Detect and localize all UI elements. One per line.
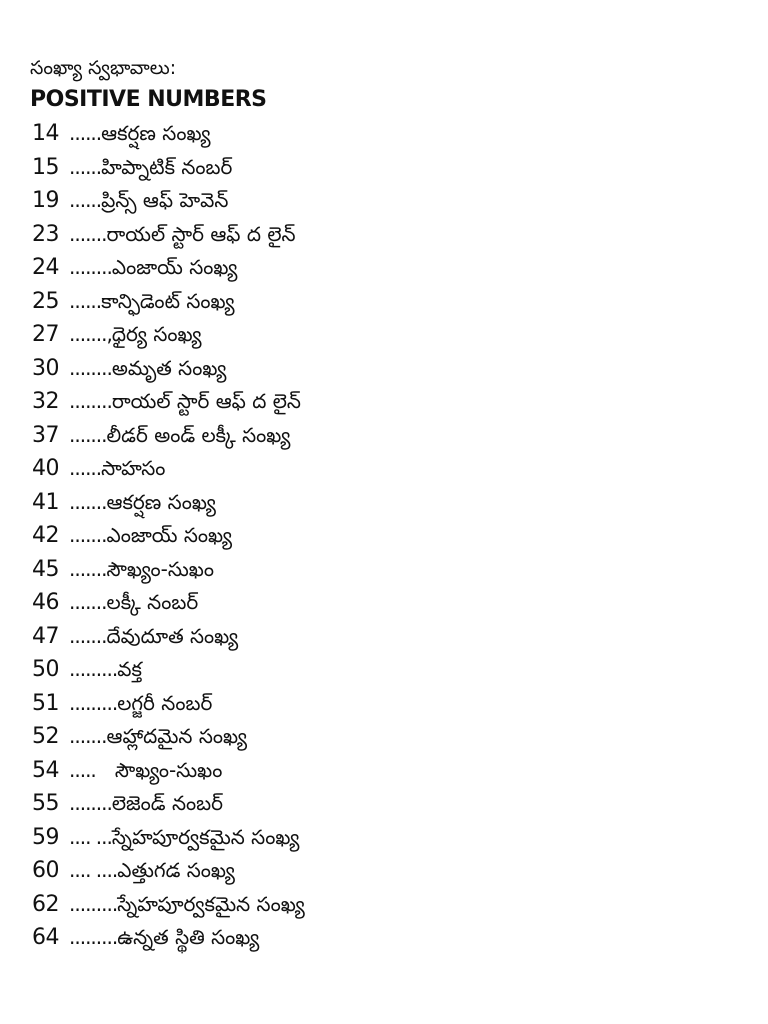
entry-number: 19 bbox=[32, 188, 59, 213]
entry-label: రాయల్ స్టార్ ఆఫ్ ద లైన్ bbox=[106, 221, 296, 246]
list-item bbox=[32, 385, 752, 419]
list-item bbox=[32, 553, 752, 587]
entry-number: 46 bbox=[32, 590, 59, 615]
entry-leader-dots: ....... bbox=[69, 623, 107, 648]
entry-leader-dots: ....... bbox=[69, 724, 107, 748]
entry-number: 54 bbox=[32, 757, 59, 783]
entry-leader-dots: ....... bbox=[69, 590, 107, 614]
entry-number: 45 bbox=[32, 556, 59, 582]
list-item bbox=[32, 687, 752, 721]
entry-leader-dots: ...... bbox=[69, 188, 102, 212]
entry-leader-dots: ........ bbox=[69, 355, 112, 380]
entry-leader-dots: ........ bbox=[69, 255, 112, 279]
list-item bbox=[32, 452, 752, 486]
list-item bbox=[32, 218, 752, 252]
page-title: సంఖ్యా స్వభావాలు: bbox=[30, 57, 177, 79]
entry-label: లక్కీ నంబర్ bbox=[106, 590, 199, 614]
entry-leader-dots: ...... bbox=[69, 154, 102, 179]
entry-number: 14 bbox=[32, 121, 59, 146]
entry-label: ఎంజాయ్ సంఖ్య bbox=[111, 255, 238, 279]
entry-label: లగ్జరీ నంబర్ bbox=[117, 690, 213, 715]
entry-label: హిప్నాటిక్ నంబర్ bbox=[101, 154, 233, 179]
entry-label: ప్రిన్స్ ఆఫ్ హెవెన్ bbox=[101, 188, 229, 212]
entry-leader-dots: ......... bbox=[69, 925, 118, 949]
entry-number: 40 bbox=[32, 456, 59, 481]
entry-leader-dots: ........ bbox=[69, 791, 112, 815]
entry-number: 50 bbox=[32, 657, 59, 682]
list-item bbox=[32, 519, 752, 553]
entry-leader-dots: ....... bbox=[69, 556, 107, 581]
entry-number: 37 bbox=[32, 422, 59, 448]
entry-number: 27 bbox=[32, 322, 59, 347]
entry-number: 55 bbox=[32, 791, 59, 816]
entry-leader-dots: ......... bbox=[69, 891, 118, 916]
entry-leader-dots: ...... bbox=[69, 121, 102, 145]
entry-label: సౌఖ్యం-సుఖం bbox=[95, 757, 223, 782]
list-item bbox=[32, 720, 752, 754]
entry-label: సాహసం bbox=[101, 456, 166, 480]
entry-leader-dots: ...... bbox=[69, 456, 102, 480]
entry-label: ఎత్తుగడ సంఖ్య bbox=[117, 858, 235, 882]
entry-label: దేవుదూత సంఖ్య bbox=[106, 623, 239, 648]
entry-number: 64 bbox=[32, 925, 59, 950]
entry-number: 25 bbox=[32, 288, 59, 314]
entry-label: ఉన్నత స్థితి సంఖ్య bbox=[117, 925, 260, 949]
entry-number: 23 bbox=[32, 221, 59, 247]
entry-leader-dots: ......... bbox=[69, 690, 118, 715]
entry-label: లెజెండ్ నంబర్ bbox=[111, 791, 223, 815]
entry-leader-dots: .... .... bbox=[69, 858, 118, 882]
entry-label: స్నేహపూర్వకమైన సంఖ్య bbox=[111, 824, 300, 849]
entry-leader-dots: .... ... bbox=[69, 824, 112, 849]
entry-label: సౌఖ్యం-సుఖం bbox=[106, 556, 215, 581]
list-item bbox=[32, 184, 752, 218]
number-list bbox=[32, 117, 752, 955]
entry-number: 41 bbox=[32, 489, 59, 515]
list-item bbox=[32, 854, 752, 888]
list-item bbox=[32, 821, 752, 855]
list-item bbox=[32, 653, 752, 687]
entry-number: 42 bbox=[32, 523, 59, 548]
entry-number: 30 bbox=[32, 355, 59, 381]
entry-label: రాయల్ స్టార్ ఆఫ్ ద లైన్ bbox=[111, 389, 301, 413]
list-item bbox=[32, 754, 752, 788]
list-item bbox=[32, 285, 752, 319]
list-item bbox=[32, 888, 752, 922]
entry-leader-dots: ..... bbox=[69, 757, 96, 782]
section-heading: POSITIVE NUMBERS bbox=[30, 87, 267, 112]
entry-number: 52 bbox=[32, 724, 59, 749]
entry-label: కాన్ఫిడెంట్ సంఖ్య bbox=[101, 288, 235, 313]
entry-leader-dots: ........ bbox=[69, 389, 112, 413]
entry-leader-dots: ....... bbox=[69, 221, 107, 246]
entry-number: 51 bbox=[32, 690, 59, 716]
entry-label: స్నేహపూర్వకమైన సంఖ్య bbox=[117, 891, 305, 916]
entry-number: 15 bbox=[32, 154, 59, 180]
entry-leader-dots: ...... bbox=[69, 288, 102, 313]
list-item bbox=[32, 419, 752, 453]
entry-label: ఆకర్షణ సంఖ్య bbox=[106, 489, 216, 514]
entry-leader-dots: ....... bbox=[69, 422, 107, 447]
entry-label: ఆకర్షణ సంఖ్య bbox=[101, 121, 211, 145]
entry-number: 32 bbox=[32, 389, 59, 414]
entry-leader-dots: ......... bbox=[69, 657, 118, 681]
entry-label: వక్త bbox=[117, 657, 142, 681]
entry-label: ఆహ్లాదమైన సంఖ్య bbox=[106, 724, 248, 748]
list-item bbox=[32, 787, 752, 821]
entry-number: 24 bbox=[32, 255, 59, 280]
list-item bbox=[32, 620, 752, 654]
list-item bbox=[32, 921, 752, 955]
list-item bbox=[32, 352, 752, 386]
list-item bbox=[32, 117, 752, 151]
entry-leader-dots: ......., bbox=[69, 322, 112, 346]
list-item bbox=[32, 151, 752, 185]
list-item bbox=[32, 486, 752, 520]
entry-leader-dots: ....... bbox=[69, 523, 107, 547]
entry-number: 47 bbox=[32, 623, 59, 649]
entry-leader-dots: ....... bbox=[69, 489, 107, 514]
list-item bbox=[32, 251, 752, 285]
entry-label: ఎంజాయ్ సంఖ్య bbox=[106, 523, 233, 547]
entry-number: 62 bbox=[32, 891, 59, 917]
list-item bbox=[32, 586, 752, 620]
entry-label: లీడర్ అండ్ లక్కీ సంఖ్య bbox=[106, 422, 291, 447]
entry-number: 60 bbox=[32, 858, 59, 883]
list-item bbox=[32, 318, 752, 352]
entry-number: 59 bbox=[32, 824, 59, 850]
entry-label: అమృత సంఖ్య bbox=[111, 355, 227, 380]
entry-label: ధైర్య సంఖ్య bbox=[111, 322, 202, 346]
